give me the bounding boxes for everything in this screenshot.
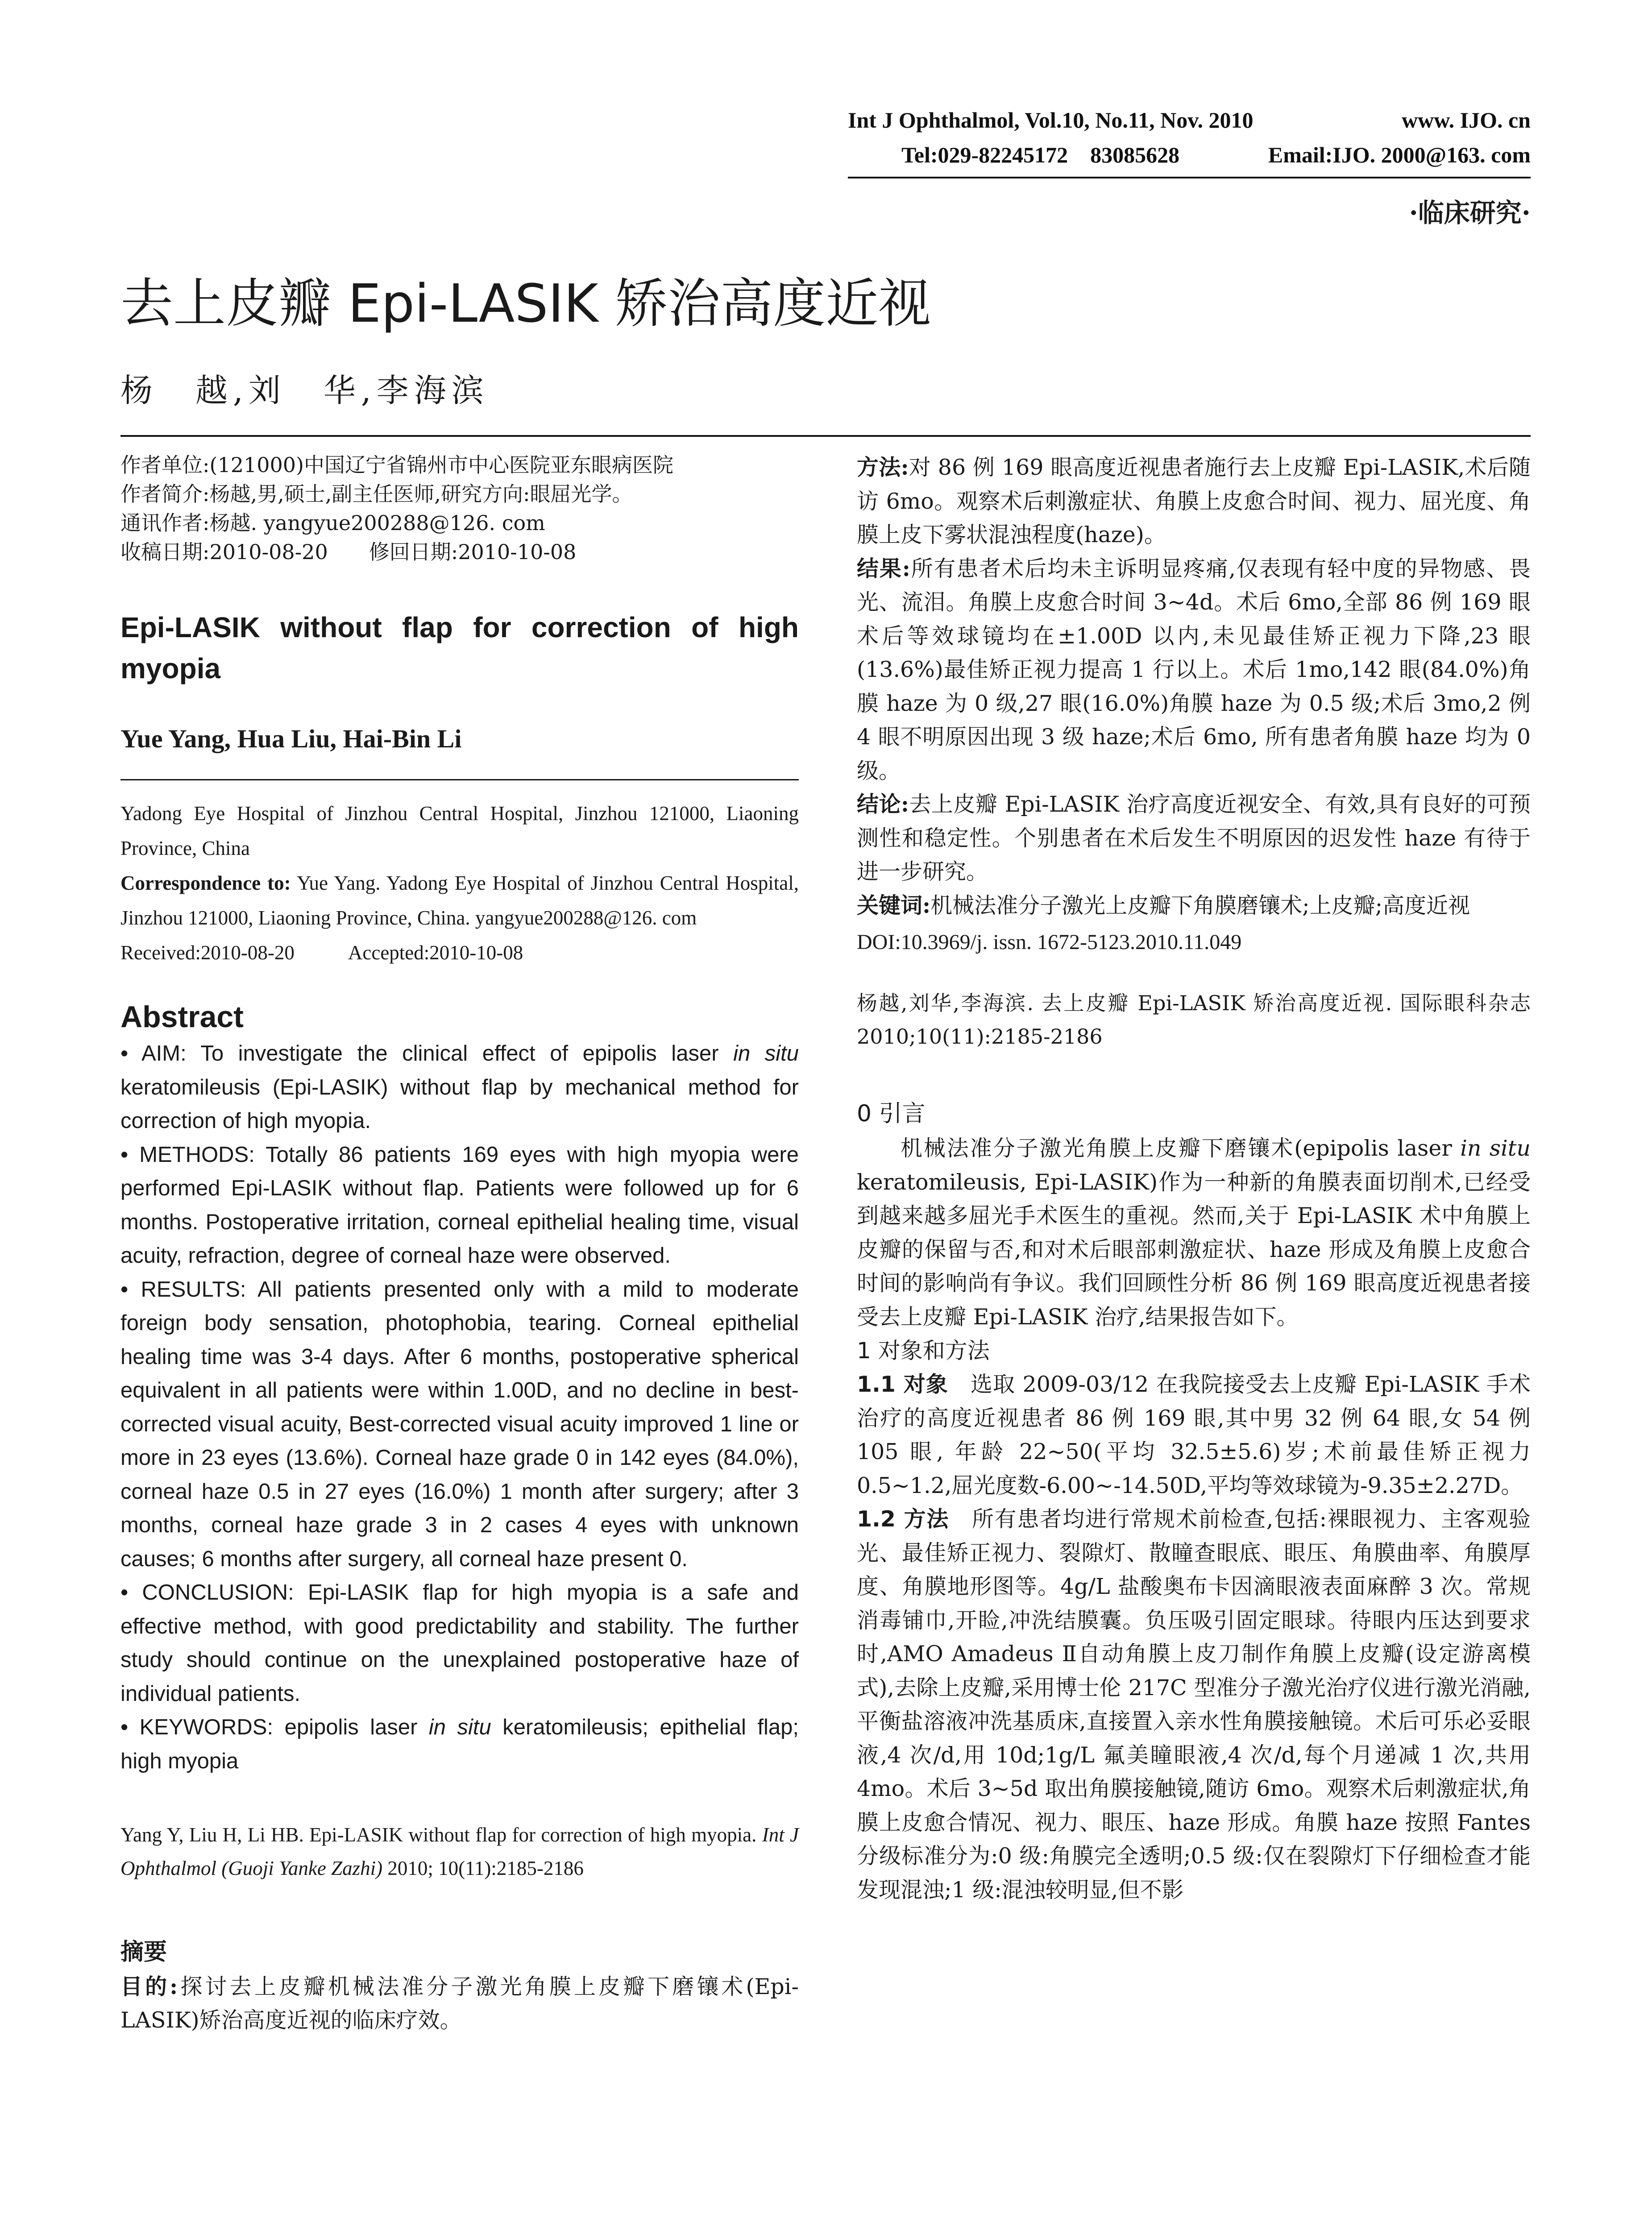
intro-italic: in situ [1460, 1136, 1531, 1161]
article-title: 去上皮瓣 Epi-LASIK 矫治高度近视 [120, 273, 931, 334]
abstract-heading: Abstract [120, 1000, 244, 1034]
section-tag: ·临床研究· [1409, 198, 1531, 228]
received-date: Received:2010-08-20 [120, 941, 295, 964]
zh-purpose-text: 探讨去上皮瓣机械法准分子激光角膜上皮瓣下磨镶术(Epi-LASIK)矫治高度近视的临床疗效。 [120, 1974, 799, 2033]
keywords-text: epipolis laser [273, 1715, 429, 1739]
zh-results-text: 所有患者术后均未主诉明显疼痛,仅表现有轻中度的异物感、畏光、流泪。角膜上皮愈合时间 3~4d。术后 6mo,全部 86 例 169 眼术后等效球镜均在±1.00D 以内,未见最佳矫正视力下降,23 眼(13.6%)最佳矫正视力提高 1 行以上。术后 1mo,142 眼(84.0%)角膜 haze 为 0 级,27 眼(16.0%)角膜 haze 为 0.5 级;术后 3mo,2 例 4 眼不明原因出现 3 级 haze;术后 6mo, 所有患者角膜 haze 均为 0 级。 [857, 556, 1531, 784]
affiliation-zh-line: 通讯作者:杨越. yangyue200288@126. com [120, 511, 545, 535]
zh-methods-text: 对 86 例 169 眼高度近视患者施行去上皮瓣 Epi-LASIK,术后随访 6mo。观察术后刺激症状、角膜上皮愈合时间、视力、屈光度、角膜上皮下雾状混浊程度(haze)。 [857, 455, 1531, 547]
keywords-label: • KEYWORDS: [120, 1715, 274, 1739]
section-1-1 [857, 1368, 1531, 1502]
zh-results [857, 552, 1531, 788]
abstract-conclusion [120, 1576, 799, 1711]
citation-english [120, 1818, 799, 1885]
journal-tel: Tel:029-82245172 83085628 [901, 142, 1180, 167]
journal-email[interactable]: Email:IJO. 2000@163. com [1268, 142, 1531, 167]
keywords-italic: in situ [428, 1715, 491, 1739]
english-affiliation [120, 796, 799, 935]
intro-text: 机械法准分子激光角膜上皮瓣下磨镶术(epipolis laser [901, 1136, 1461, 1161]
journal-line: Int J Ophthalmol, Vol.10, No.11, Nov. 2010 [848, 108, 1254, 133]
conclusion-text: Epi-LASIK flap for high myopia is a safe and effective method, with good predictability and stability. The further study should continue on the unexplained postoperative haze of individual patients. [120, 1580, 799, 1706]
zh-keywords [857, 889, 1531, 923]
aim-italic: in situ [733, 1041, 799, 1066]
methods-heading: 1 对象和方法 [857, 1338, 990, 1364]
authors-zh: 杨 越,刘 华,李海滨 [120, 372, 489, 409]
abstract-keywords [120, 1711, 799, 1778]
zh-conclusion [857, 788, 1531, 889]
section-1-2 [857, 1502, 1531, 1907]
left-column [120, 451, 799, 2037]
correspondence-text: Yue Yang. Yadong Eye Hospital of Jinzhou Central Hospital, Jinzhou 121000, Liaoning Province, China. yangyue200288@126. com [120, 872, 799, 929]
zh-abstract-heading: 摘要 [120, 1938, 167, 1966]
journal-website[interactable]: www. IJO. cn [1402, 108, 1531, 133]
zh-methods [857, 451, 1531, 552]
title-rule [120, 435, 1531, 437]
intro-heading: 0 引言 [857, 1100, 926, 1127]
zh-purpose [120, 1970, 799, 2037]
affiliation-zh-line: 作者单位:(121000)中国辽宁省锦州市中心医院亚东眼病医院 [120, 453, 673, 477]
citation-chinese: 杨越,刘华,李海滨. 去上皮瓣 Epi-LASIK 矫治高度近视. 国际眼科杂志 2010;10(11):2185-2186 [857, 991, 1531, 1049]
keywords-text-end: keratomileusis; epithelial flap; high myopia [120, 1715, 799, 1773]
citation-en-end: 2010; 10(11):2185-2186 [382, 1857, 584, 1879]
section-1-1-text: 选取 2009-03/12 在我院接受去上皮瓣 Epi-LASIK 手术治疗的高度近视患者 86 例 169 眼,其中男 32 例 64 眼,女 54 例 105 眼, 年龄 22~50(平均 32.5±5.6)岁;术前最佳矫正视力 0.5~1.2,屈光度数-6.00~-14.50D,平均等效球镜为-9.35±2.27D。 [857, 1372, 1531, 1498]
section-1-2-label: 1.2 方法 [857, 1506, 950, 1532]
author-rule [120, 779, 799, 780]
abstract-methods [120, 1138, 799, 1273]
zh-keywords-text: 机械法准分子激光上皮瓣下角膜磨镶术;上皮瓣;高度近视 [930, 892, 1470, 918]
citation-en-text: Yang Y, Liu H, Li HB. Epi-LASIK without flap for correction of high myopia. [120, 1824, 762, 1846]
zh-conclusion-label: 结论: [857, 791, 909, 817]
english-authors: Yue Yang, Hua Liu, Hai-Bin Li [120, 724, 462, 753]
received-accepted [120, 935, 799, 970]
correspondence-label: Correspondence to: [120, 872, 291, 894]
zh-results-label: 结果: [857, 555, 910, 581]
methods-label: • METHODS: [120, 1142, 255, 1167]
zh-purpose-label: 目的: [120, 1974, 178, 1999]
section-1-2-text: 所有患者均进行常规术前检查,包括:裸眼视力、主客观验光、最佳矫正视力、裂隙灯、散瞳查眼底、眼压、角膜曲率、角膜厚度、角膜地形图等。4g/L 盐酸奥布卡因滴眼液表面麻醉 3 次。常规消毒铺巾,开睑,冲洗结膜囊。负压吸引固定眼球。待眼内压达到要求时,AMO Amadeus Ⅱ自动角膜上皮刀制作角膜上皮瓣(设定游离模式),去除上皮瓣,采用博士伦 217C 型准分子激光治疗仪进行激光消融,平衡盐溶液冲洗基质床,直接置入亲水性角膜接触镜。术后可乐必妥眼液,4 次/d,用 10d;1g/L 氟美瞳眼液,4 次/d,每个月递减 1 次,共用 4mo。术后 3~5d 取出角膜接触镜,随访 6mo。观察术后刺激症状,角膜上皮愈合情况、视力、眼压、haze 形成。角膜 haze 按照 Fantes 分级标准分为:0 级:角膜完全透明;0.5 级:仅在裂隙灯下仔细检查才能发现混浊;1 级:混浊较明显,但不影 [857, 1506, 1531, 1903]
english-title: Epi-LASIK without flap for correction of high myopia [120, 611, 799, 684]
abstract-aim [120, 1037, 799, 1138]
right-column [857, 451, 1531, 1907]
aim-text-end: keratomileusis (Epi-LASIK) without flap by mechanical method for correction of high myopia. [120, 1075, 799, 1133]
citation-en-journal: Int J Ophthalmol (Guoji Yanke Zazhi) [120, 1824, 799, 1879]
results-text: All patients presented only with a mild to moderate foreign body sensation, photophobia, tearing. Corneal epithelial healing time was 3-4 days. After 6 months, postoperative spherical equivalent in all patients were within 1.00D, and no decline in best-corrected visual acuity, Best-corrected visual acuity improved 1 line or more in 23 eyes (13.6%). Corneal haze grade 0 in 142 eyes (84.0%), corneal haze 0.5 in 27 eyes (16.0%) 1 month after surgery; after 3 months, corneal haze grade 3 in 2 cases 4 eyes with unknown causes; 6 months after surgery, all corneal haze present 0. [120, 1277, 799, 1571]
affiliation-zh-line: 收稿日期:2010-08-20 修回日期:2010-10-08 [120, 540, 577, 564]
accepted-date: Accepted:2010-10-08 [348, 941, 523, 964]
section-1-1-label: 1.1 对象 [857, 1372, 948, 1397]
header-rule [848, 177, 1531, 178]
zh-conclusion-text: 去上皮瓣 Epi-LASIK 治疗高度近视安全、有效,具有良好的可预测性和稳定性。个别患者在术后发生不明原因的迟发性 haze 有待于进一步研究。 [857, 792, 1531, 884]
zh-keywords-label: 关键词: [857, 892, 931, 918]
conclusion-label: • CONCLUSION: [120, 1580, 294, 1605]
results-label: • RESULTS: [120, 1277, 246, 1302]
methods-text: Totally 86 patients 169 eyes with high myopia were performed Epi-LASIK without flap. Patients were followed up for 6 months. Postoperative irritation, corneal epithelial healing time, visual acuity, refraction, degree of corneal haze were observed. [120, 1142, 799, 1268]
journal-header [848, 103, 1531, 172]
aim-label: • AIM: [120, 1041, 187, 1066]
english-affiliation-text: Yadong Eye Hospital of Jinzhou Central Hospital, Jinzhou 121000, Liaoning Province, China [120, 802, 799, 859]
abstract-results [120, 1273, 799, 1576]
intro-paragraph [857, 1132, 1531, 1334]
intro-text-end: keratomileusis, Epi-LASIK)作为一种新的角膜表面切削术,已经受到越来越多屈光手术医生的重视。然而,关于 Epi-LASIK 术中角膜上皮瓣的保留与否,和对术后眼部刺激症状、haze 形成及角膜上皮愈合时间的影响尚有争议。我们回顾性分析 86 例 169 眼高度近视患者接受去上皮瓣 Epi-LASIK 治疗,结果报告如下。 [857, 1169, 1531, 1330]
doi[interactable]: DOI:10.3969/j. issn. 1672-5123.2010.11.049 [857, 930, 1242, 954]
zh-methods-label: 方法: [857, 454, 909, 480]
aim-text: To investigate the clinical effect of epipolis laser [186, 1041, 734, 1066]
affiliation-zh-line: 作者简介:杨越,男,硕士,副主任医师,研究方向:眼屈光学。 [120, 482, 633, 506]
